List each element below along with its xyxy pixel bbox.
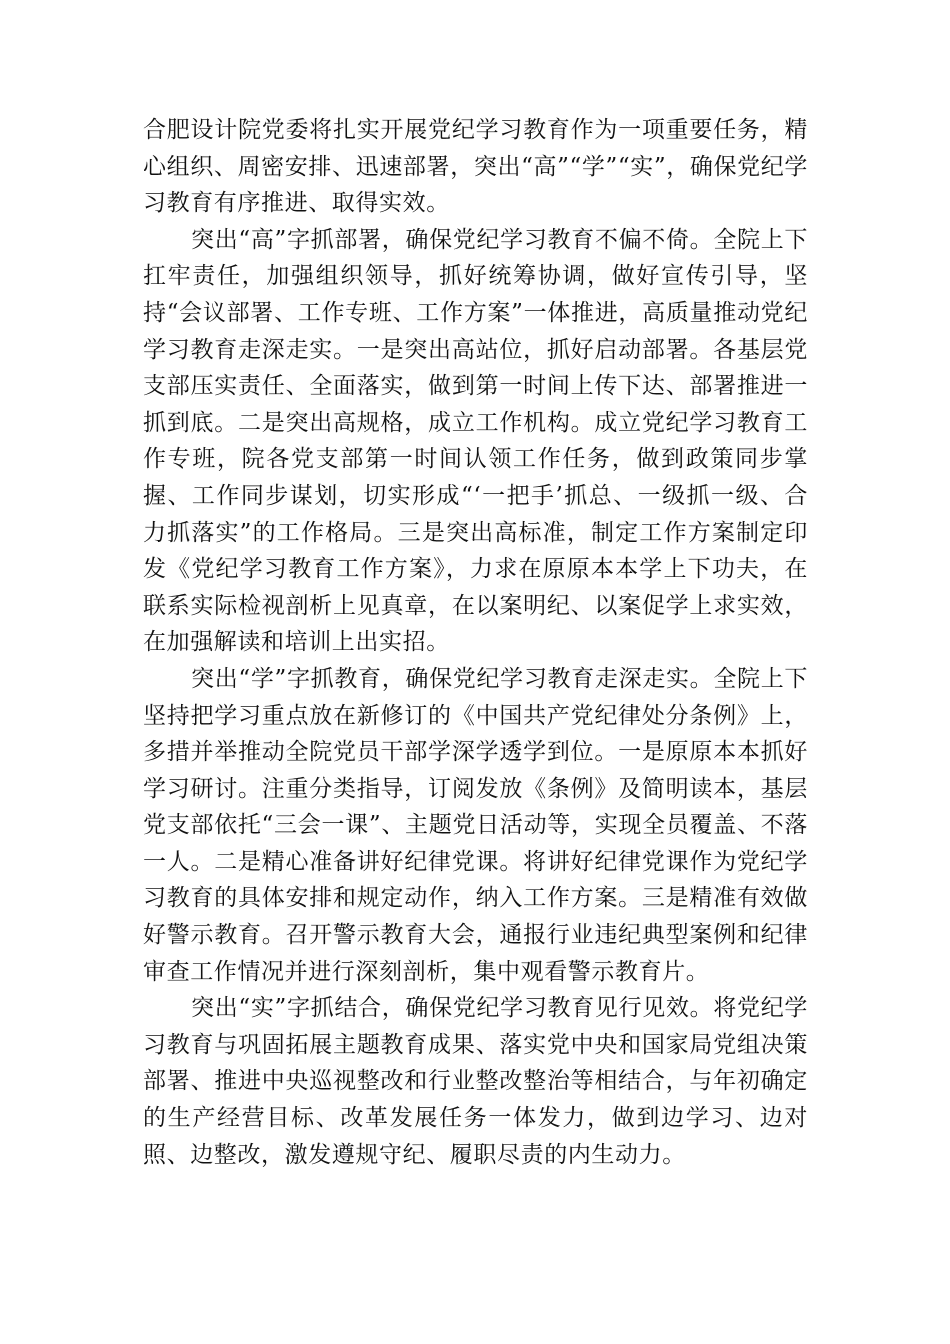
paragraph-education: 突出“学”字抓教育，确保党纪学习教育走深走实。全院上下坚持把学习重点放在新修订的《中国共产党纪律处分条例》上，多措并举推动全院党员干部学深学透学到位。一是原原本本抓好学习研讨。注重分类指导，订阅发放《条例》及简明读本，基层党支部依托“三会一课”、主题党日活动等，实现全员覆盖、不落一人。二是精心准备讲好纪律党课。将讲好纪律党课作为党纪学习教育的具体安排和规定动作，纳入工作方案。三是精准有效做好警示教育。召开警示教育大会，通报行业违纪典型案例和纪律审查工作情况并进行深刻剖析，集中观看警示教育片。 [143, 665, 808, 985]
paragraph-deployment: 突出“高”字抓部署，确保党纪学习教育不偏不倚。全院上下扛牢责任，加强组织领导，抓好统筹协调，做好宣传引导，坚持“会议部署、工作专班、工作方案”一体推进，高质量推动党纪学习教育走深走实。一是突出高站位，抓好启动部署。各基层党支部压实责任、全面落实，做到第一时间上传下达、部署推进一抓到底。二是突出高规格，成立工作机构。成立党纪学习教育工作专班，院各党支部第一时间认领工作任务，做到政策同步掌握、工作同步谋划，切实形成“‘一把手’抓总、一级抓一级、合力抓落实”的工作格局。三是突出高标准，制定工作方案制定印发《党纪学习教育工作方案》，力求在原原本本学上下功夫，在联系实际检视剖析上见真章，在以案明纪、以案促学上求实效，在加强解读和培训上出实招。 [143, 226, 808, 656]
paragraph-intro: 合肥设计院党委将扎实开展党纪学习教育作为一项重要任务，精心组织、周密安排、迅速部署，突出“高”“学”“实”，确保党纪学习教育有序推进、取得实效。 [143, 117, 808, 217]
paragraph-integration: 突出“实”字抓结合，确保党纪学习教育见行见效。将党纪学习教育与巩固拓展主题教育成果、落实党中央和国家局党组决策部署、推进中央巡视整改和行业整改整治等相结合，与年初确定的生产经营目标、改革发展任务一体发力，做到边学习、边对照、边整改，激发遵规守纪、履职尽责的内生动力。 [143, 995, 808, 1168]
document-body [143, 112, 808, 1173]
